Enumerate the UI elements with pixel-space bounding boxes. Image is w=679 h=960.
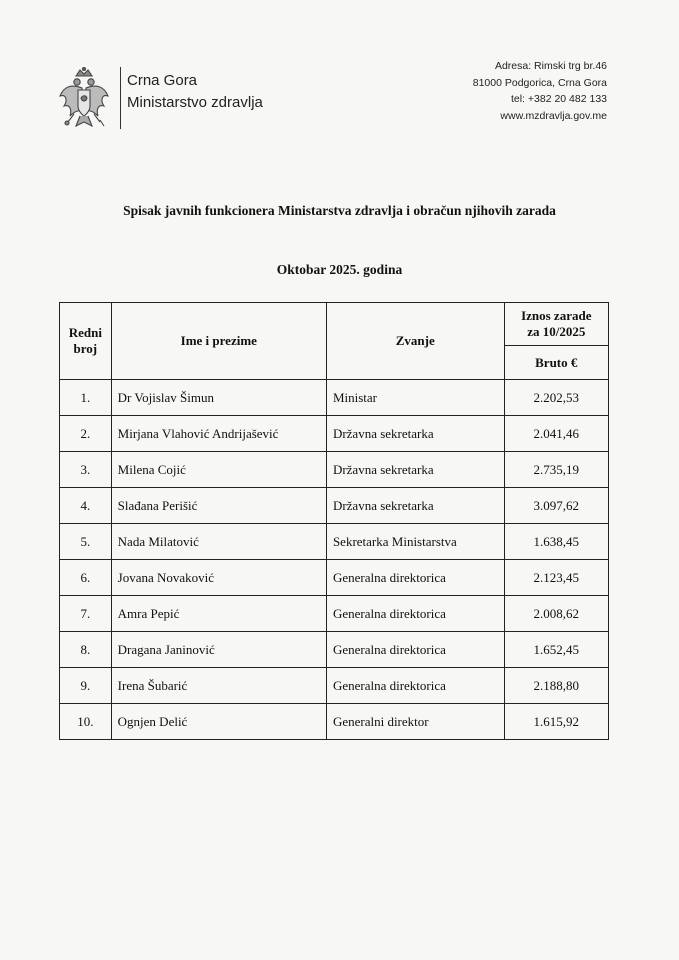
row-name: Nada Milatović bbox=[111, 524, 326, 560]
table-row bbox=[60, 524, 609, 560]
row-name: Dragana Janinović bbox=[111, 632, 326, 668]
header-no-line2: broj bbox=[73, 341, 98, 356]
row-name: Dr Vojislav Šimun bbox=[111, 380, 326, 416]
row-amount: 2.188,80 bbox=[504, 668, 608, 704]
row-amount: 2.008,62 bbox=[504, 596, 608, 632]
row-role: Generalna direktorica bbox=[326, 632, 504, 668]
row-role: Sekretarka Ministarstva bbox=[326, 524, 504, 560]
column-header-role: Zvanje bbox=[326, 303, 504, 380]
row-number: 8. bbox=[60, 632, 112, 668]
header-amount-line2: za 10/2025 bbox=[527, 324, 586, 339]
website-line: www.mzdravlja.gov.me bbox=[500, 109, 607, 122]
salary-table bbox=[59, 302, 609, 740]
row-number: 1. bbox=[60, 380, 112, 416]
row-number: 5. bbox=[60, 524, 112, 560]
row-role: Generalna direktorica bbox=[326, 560, 504, 596]
table-row bbox=[60, 704, 609, 740]
city-line: 81000 Podgorica, Crna Gora bbox=[472, 76, 607, 89]
address-line: Adresa: Rimski trg br.46 bbox=[494, 60, 607, 72]
column-header-name: Ime i prezime bbox=[111, 303, 326, 380]
row-amount: 2.202,53 bbox=[504, 380, 608, 416]
row-amount: 2.041,46 bbox=[504, 416, 608, 452]
coat-of-arms-icon bbox=[56, 66, 112, 136]
table-row bbox=[60, 560, 609, 596]
document-title: Spisak javnih funkcionera Ministarstva zdravlja i obračun njihovih zarada bbox=[123, 203, 556, 218]
table-row bbox=[60, 416, 609, 452]
header-no-line1: Redni bbox=[68, 325, 102, 340]
column-header-number bbox=[60, 303, 112, 380]
header-divider bbox=[120, 67, 121, 129]
contact-block bbox=[473, 58, 607, 124]
row-name: Mirjana Vlahović Andrijašević bbox=[111, 416, 326, 452]
row-amount: 1.638,45 bbox=[504, 524, 608, 560]
row-number: 6. bbox=[60, 560, 112, 596]
table-row bbox=[60, 380, 609, 416]
row-name: Milena Cojić bbox=[111, 452, 326, 488]
table-row bbox=[60, 596, 609, 632]
ministry-name bbox=[127, 70, 263, 114]
ministry-title: Ministarstvo zdravlja bbox=[127, 94, 263, 111]
row-name: Jovana Novaković bbox=[111, 560, 326, 596]
row-role: Generalna direktorica bbox=[326, 596, 504, 632]
row-number: 10. bbox=[60, 704, 112, 740]
row-role: Državna sekretarka bbox=[326, 416, 504, 452]
row-amount: 2.735,19 bbox=[504, 452, 608, 488]
row-amount: 1.615,92 bbox=[504, 704, 608, 740]
column-header-amount bbox=[504, 303, 608, 346]
row-name: Amra Pepić bbox=[111, 596, 326, 632]
row-role: Ministar bbox=[326, 380, 504, 416]
row-amount: 3.097,62 bbox=[504, 488, 608, 524]
row-role: Državna sekretarka bbox=[326, 452, 504, 488]
table-row bbox=[60, 632, 609, 668]
row-number: 2. bbox=[60, 416, 112, 452]
header-amount-line1: Iznos zarade bbox=[521, 308, 592, 323]
row-role: Državna sekretarka bbox=[326, 488, 504, 524]
row-name: Slađana Perišić bbox=[111, 488, 326, 524]
row-amount: 1.652,45 bbox=[504, 632, 608, 668]
row-name: Ognjen Delić bbox=[111, 704, 326, 740]
table-row bbox=[60, 452, 609, 488]
row-role: Generalna direktorica bbox=[326, 668, 504, 704]
column-header-gross: Bruto € bbox=[504, 346, 608, 380]
row-number: 9. bbox=[60, 668, 112, 704]
table-row bbox=[60, 668, 609, 704]
row-number: 7. bbox=[60, 596, 112, 632]
row-number: 4. bbox=[60, 488, 112, 524]
row-number: 3. bbox=[60, 452, 112, 488]
row-name: Irena Šubarić bbox=[111, 668, 326, 704]
row-role: Generalni direktor bbox=[326, 704, 504, 740]
country-name: Crna Gora bbox=[127, 72, 198, 89]
table-row bbox=[60, 488, 609, 524]
phone-line: tel: +382 20 482 133 bbox=[510, 93, 607, 105]
document-period: Oktobar 2025. godina bbox=[276, 262, 403, 277]
row-amount: 2.123,45 bbox=[504, 560, 608, 596]
